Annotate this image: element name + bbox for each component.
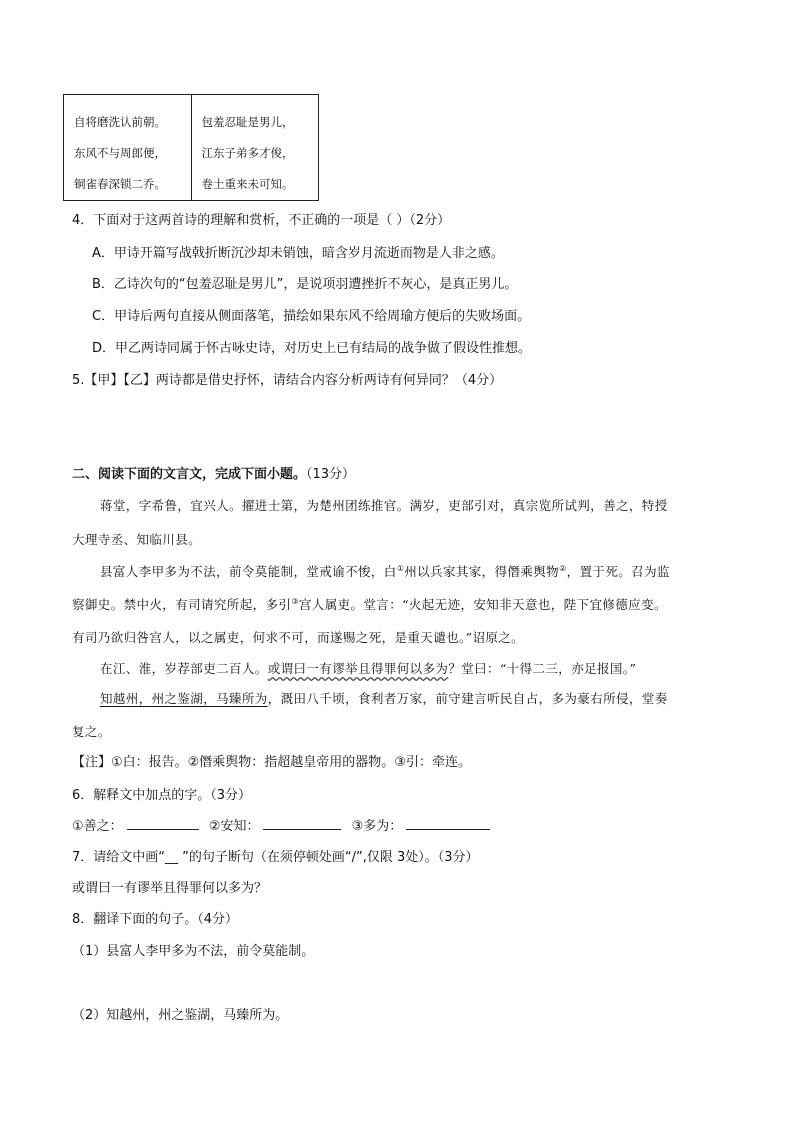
footnote-mark: ① (396, 563, 405, 573)
section-2-heading (72, 463, 355, 482)
section-2-title: 二、阅读下面的文言文，完成下面小题。 (72, 467, 307, 482)
passage-line (100, 689, 668, 707)
question-4-option-d: D．甲乙两诗同属于怀古咏史诗，对历史上已有结局的战争做了假设性推想。 (92, 341, 532, 356)
passage-text: ，溉田八千顷，食利者万家，前守建言听民自占，多为豪右所侵，堂奏 (267, 691, 668, 706)
poem-line: 卷土重来未可知。 (201, 177, 294, 191)
passage-line: 复之。 (72, 724, 111, 739)
passage-text: ？堂曰：“十得二三，亦足报国。” (448, 661, 637, 676)
passage-text: 州以兵家其家，得僭乘舆物 (404, 564, 560, 579)
underlined-sentence: 知越州，州之鉴湖，马臻所为 (100, 691, 268, 706)
question-4-stem: 4．下面对于这两首诗的理解和赏析，不正确的一项是（ ）（2分） (72, 213, 451, 228)
annotation-note: 【注】①白：报告。②僭乘舆物：指超越皇帝用的器物。③引：牵连。 (72, 755, 471, 770)
passage-line: 蒋堂，字希鲁，宜兴人。擢进士第，为楚州团练推官。满岁，吏部引对，真宗览所试判，善之，特授 (100, 498, 668, 513)
question-8-item-2: （2）知越州，州之鉴湖，马臻所为。 (72, 1008, 289, 1023)
poem-table (63, 94, 319, 201)
poem-line: 铜雀春深锁二乔。 (74, 177, 166, 191)
passage-text: 在江、淮，岁荐部吏二百人。 (100, 661, 268, 676)
poem-line: 包羞忍耻是男儿， (201, 115, 294, 129)
section-2-score: （13分） (306, 467, 356, 482)
passage-line (100, 659, 636, 677)
poem-right-column (191, 95, 319, 200)
question-7-stem: 7．请给文中画“__ ”的句子断句（在须停顿处画“/”,仅限 3处）。（3分） (72, 850, 479, 865)
poem-line: 东风不与周郎便， (74, 146, 166, 160)
question-4-option-b: B．乙诗次句的“包羞忍耻是男儿”，是说项羽遭挫折不灰心，是真正男儿。 (92, 277, 518, 292)
passage-text: 察御史。禁中火，有司请究所起，多引 (72, 597, 292, 612)
question-6-item: ①善之： (72, 819, 123, 834)
question-7-sentence: 或谓曰一有谬举且得罪何以多为？ (72, 881, 268, 896)
poem-left-column (64, 95, 191, 200)
question-5: 5.【甲】【乙】两诗都是借史抒怀，请结合内容分析两诗有何异同？（4分） (72, 373, 503, 388)
passage-text: ，置于死。召为监 (566, 564, 670, 579)
poem-line: 自将磨洗认前朝。 (74, 115, 166, 129)
question-6-stem: 6．解释文中加点的字。（3分） (72, 788, 252, 803)
answer-blank[interactable] (263, 815, 341, 830)
wavy-underlined-sentence: 或谓曰一有谬举且得罪何以多为 (267, 661, 449, 676)
question-4-option-a: A．甲诗开篇写战戟折断沉沙却未销蚀，暗含岁月流逝而物是人非之感。 (92, 246, 504, 261)
question-6-items (72, 815, 496, 834)
question-6-item: ③多为： (351, 819, 403, 834)
question-6-item: ②安知： (208, 819, 260, 834)
answer-blank[interactable] (406, 815, 490, 830)
passage-line (100, 562, 670, 580)
answer-blank[interactable] (127, 815, 199, 830)
passage-text: 县富人李甲多为不法，前令莫能制，堂戒谕不悛，白 (100, 564, 397, 579)
passage-line: 有司乃欲归咎宫人，以之属吏，何求不可，而遂赐之死，是重天谴也。”诏原之。 (72, 630, 525, 645)
question-8-item-1: （1）县富人李甲多为不法，前令莫能制。 (72, 944, 315, 959)
passage-line: 大理寺丞、知临川县。 (72, 532, 202, 547)
footnote-mark: ③ (291, 596, 299, 606)
question-4-option-c: C．甲诗后两句直接从侧面落笔，描绘如果东风不给周瑜方便后的失败场面。 (92, 309, 531, 324)
footnote-mark: ② (559, 563, 567, 573)
poem-line: 江东子弟多才俊， (201, 146, 294, 160)
passage-line (72, 595, 667, 613)
passage-text: 宫人属吏。堂言：“火起无迹，安知非天意也，陛下宜修德应变。 (298, 597, 667, 612)
question-8-stem: 8．翻译下面的句子。（4分） (72, 912, 239, 927)
